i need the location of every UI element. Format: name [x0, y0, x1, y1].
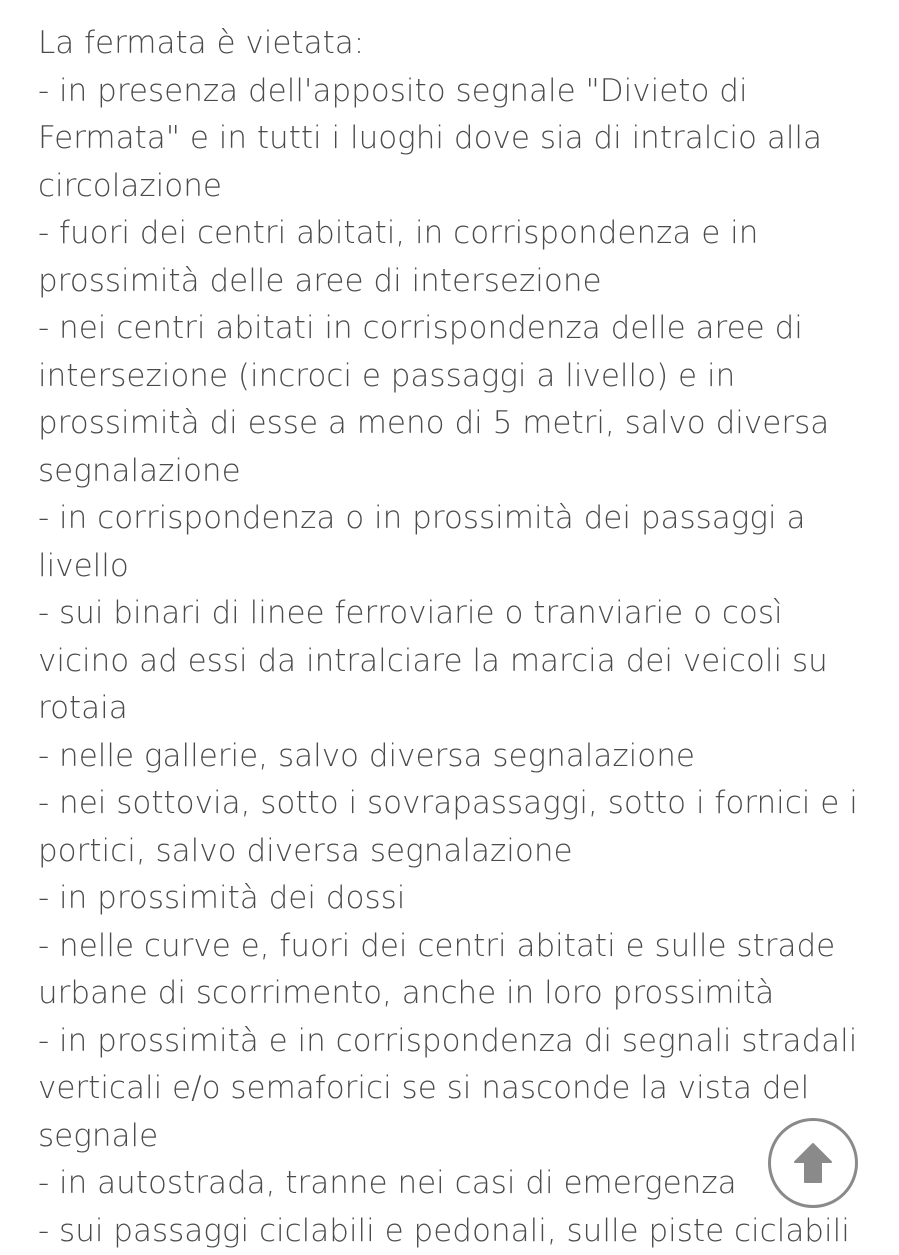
text-line: - in autostrada, tranne nei casi di emergenza — [38, 1160, 878, 1208]
text-line: - sui binari di linee ferroviarie o tranviarie o così — [38, 590, 878, 638]
arrow-up-icon — [790, 1140, 836, 1186]
text-line: - fuori dei centri abitati, in corrispondenza e in — [38, 210, 878, 258]
text-line: urbane di scorrimento, anche in loro prossimità — [38, 970, 878, 1018]
text-line: - in prossimità e in corrispondenza di segnali stradali — [38, 1018, 878, 1066]
text-line: - in prossimità dei dossi — [38, 875, 878, 923]
text-line: - nelle curve e, fuori dei centri abitati e sulle strade — [38, 923, 878, 971]
text-line: Fermata" e in tutti i luoghi dove sia di intralcio alla — [38, 115, 878, 163]
text-line: - nei sottovia, sotto i sovrapassaggi, sotto i fornici e i — [38, 780, 878, 828]
text-line: - nelle gallerie, salvo diversa segnalazione — [38, 733, 878, 781]
text-line: intersezione (incroci e passaggi a livello) e in — [38, 353, 878, 401]
text-line: prossimità di esse a meno di 5 metri, salvo diversa — [38, 400, 878, 448]
text-line: - nei centri abitati in corrispondenza delle aree di — [38, 305, 878, 353]
text-line: La fermata è vietata: — [38, 20, 878, 68]
text-line: - in presenza dell'apposito segnale "Divieto di — [38, 68, 878, 116]
text-line: prossimità delle aree di intersezione — [38, 258, 878, 306]
back-to-top-button[interactable] — [768, 1118, 858, 1208]
text-line: segnale — [38, 1113, 878, 1161]
text-line: segnalazione — [38, 448, 878, 496]
text-line: - in corrispondenza o in prossimità dei passaggi a — [38, 495, 878, 543]
text-line: vicino ad essi da intralciare la marcia dei veicoli su — [38, 638, 878, 686]
text-line: livello — [38, 543, 878, 591]
text-line: - sui passaggi ciclabili e pedonali, sulle piste ciclabili — [38, 1208, 878, 1255]
text-line: circolazione — [38, 163, 878, 211]
text-line: portici, salvo diversa segnalazione — [38, 828, 878, 876]
text-line: rotaia — [38, 685, 878, 733]
text-line: verticali e/o semaforici se si nasconde la vista del — [38, 1065, 878, 1113]
article-text — [38, 20, 878, 1255]
